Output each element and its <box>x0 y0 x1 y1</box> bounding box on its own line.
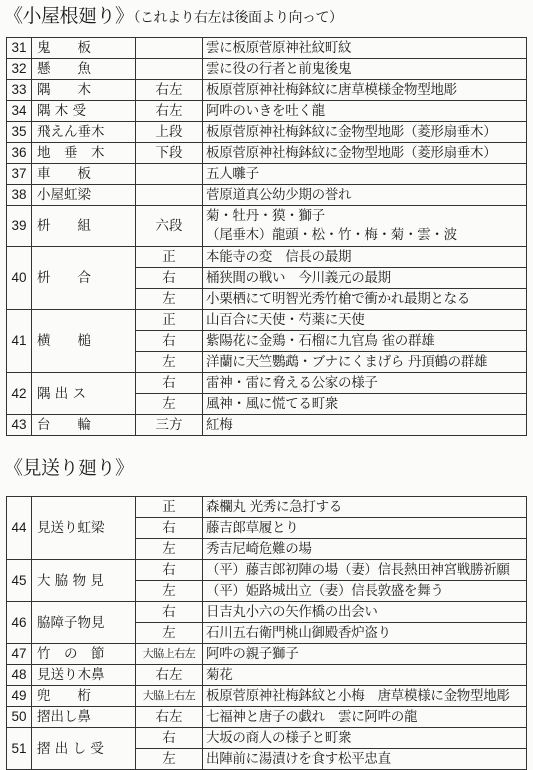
position-cell: 正 <box>136 310 203 331</box>
position-cell: 左 <box>136 352 203 373</box>
item-number: 51 <box>7 728 32 770</box>
part-name: 鬼 板 <box>32 38 136 59</box>
table-row <box>7 644 527 665</box>
section-title-koyane <box>4 4 343 30</box>
carving-description: 紫陽花に金鶏・石榴に九官鳥 雀の群雄 <box>203 331 527 352</box>
position-cell: 左 <box>136 581 203 602</box>
carving-description: 山百合に天使・芍薬に天使 <box>203 310 527 331</box>
carving-description: 石川五右衛門桃山御殿香炉盗り <box>203 623 527 644</box>
description-line: （尾垂木）龍頭・松・竹・梅・菊・雲・波 <box>206 227 457 243</box>
item-number: 45 <box>7 560 32 602</box>
table-row <box>7 560 527 581</box>
position-cell: 右 <box>136 331 203 352</box>
position-cell <box>136 38 203 59</box>
position-cell: 右 <box>136 602 203 623</box>
position-cell: 右 <box>136 728 203 749</box>
position-cell: 右 <box>136 518 203 539</box>
position-cell: 左 <box>136 539 203 560</box>
table-row <box>7 185 527 206</box>
position-cell: 右 <box>136 560 203 581</box>
item-number: 31 <box>7 38 32 59</box>
table-row <box>7 164 527 185</box>
item-number: 50 <box>7 707 32 728</box>
table-row <box>7 310 527 331</box>
carving-description: 本能寺の変 信長の最期 <box>203 247 527 268</box>
item-number: 44 <box>7 497 32 560</box>
carving-description: 阿吽の親子獅子 <box>203 644 527 665</box>
carving-description: 藤吉郎草履とり <box>203 518 527 539</box>
carving-description: 菊花 <box>203 665 527 686</box>
part-name: 隅 出 ス <box>32 373 136 415</box>
carving-description: （平）姫路城出立（妻）信長敦盛を舞う <box>203 581 527 602</box>
part-name: 飛えん垂木 <box>32 122 136 143</box>
carving-description: 紅梅 <box>203 415 527 436</box>
position-cell: 右 <box>136 373 203 394</box>
table-row <box>7 728 527 749</box>
part-name: 見送り虹梁 <box>32 497 136 560</box>
item-number: 40 <box>7 247 32 310</box>
table-row <box>7 143 527 164</box>
item-number: 38 <box>7 185 32 206</box>
item-number: 48 <box>7 665 32 686</box>
carving-description: 雲に板原菅原神社紋町紋 <box>203 38 527 59</box>
position-cell: 右左 <box>136 665 203 686</box>
carving-description: 阿吽のいきを吐く龍 <box>203 101 527 122</box>
item-number: 47 <box>7 644 32 665</box>
item-number: 32 <box>7 59 32 80</box>
item-number: 42 <box>7 373 32 415</box>
carving-description: 日吉丸小六の矢作橋の出会い <box>203 602 527 623</box>
table-row <box>7 497 527 518</box>
position-cell: 正 <box>136 247 203 268</box>
koyane-table <box>6 37 527 436</box>
carving-description: 大坂の商人の様子と町衆 <box>203 728 527 749</box>
position-cell: 下段 <box>136 143 203 164</box>
position-cell: 左 <box>136 749 203 770</box>
position-cell: 六段 <box>136 206 203 247</box>
part-name: 小屋虹梁 <box>32 185 136 206</box>
carving-description: 雲に役の行者と前鬼後鬼 <box>203 59 527 80</box>
position-cell: 三方 <box>136 415 203 436</box>
item-number: 41 <box>7 310 32 373</box>
table-row <box>7 373 527 394</box>
position-cell: 右 <box>136 268 203 289</box>
table-row <box>7 707 527 728</box>
carving-description: 桶狭間の戦い 今川義元の最期 <box>203 268 527 289</box>
item-number: 36 <box>7 143 32 164</box>
carving-description: 板原菅原神社梅鉢紋に金物型地彫（菱形扇垂木） <box>203 122 527 143</box>
position-cell: 正 <box>136 497 203 518</box>
position-cell: 右左 <box>136 707 203 728</box>
carving-description: 七福神と唐子の戯れ 雲に阿吽の龍 <box>203 707 527 728</box>
part-name: 枡 組 <box>32 206 136 247</box>
position-cell: 右左 <box>136 80 203 101</box>
carving-description: 板原菅原神社梅鉢紋に金物型地彫（菱形扇垂木） <box>203 143 527 164</box>
table-row <box>7 59 527 80</box>
section-heading: 《見送り廻り》 <box>4 457 134 479</box>
position-cell: 左 <box>136 623 203 644</box>
carving-description: 五人囃子 <box>203 164 527 185</box>
part-name: 摺 出 し 受 <box>32 728 136 770</box>
carving-description: 風神・風に慌てる町衆 <box>203 394 527 415</box>
part-name: 摺出し鼻 <box>32 707 136 728</box>
position-cell: 大脇上右左 <box>136 686 203 707</box>
part-name: 懸 魚 <box>32 59 136 80</box>
part-name: 隅 木 <box>32 80 136 101</box>
carving-description: 出陣前に湯漬けを食す松平忠直 <box>203 749 527 770</box>
carving-description: 菅原道真公幼少期の誉れ <box>203 185 527 206</box>
item-number: 35 <box>7 122 32 143</box>
position-cell <box>136 59 203 80</box>
carving-description: 板原菅原神社梅鉢紋に唐草模様金物型地彫 <box>203 80 527 101</box>
carving-description <box>203 206 527 247</box>
item-number: 43 <box>7 415 32 436</box>
position-cell: 左 <box>136 289 203 310</box>
part-name: 地 垂 木 <box>32 143 136 164</box>
carving-description: 板原菅原神社梅鉢紋と小梅 唐草模様に金物型地彫 <box>203 686 527 707</box>
part-name: 大 脇 物 見 <box>32 560 136 602</box>
table-row <box>7 415 527 436</box>
carving-description: 小栗栖にて明智光秀竹槍で衝かれ最期となる <box>203 289 527 310</box>
part-name: 見送り木鼻 <box>32 665 136 686</box>
part-name: 脇障子物見 <box>32 602 136 644</box>
carving-description: 雷神・雷に脅える公家の様子 <box>203 373 527 394</box>
section-title-miokuri <box>4 456 134 482</box>
table-row <box>7 80 527 101</box>
table-row <box>7 665 527 686</box>
carving-description: （平）藤吉郎初陣の場（妻）信長熱田神宮戦勝祈願 <box>203 560 527 581</box>
table-row <box>7 122 527 143</box>
description-line: 菊・牡丹・獏・獅子 <box>206 208 325 224</box>
part-name: 竹 の 節 <box>32 644 136 665</box>
position-cell: 右左 <box>136 101 203 122</box>
part-name: 枡 合 <box>32 247 136 310</box>
item-number: 46 <box>7 602 32 644</box>
item-number: 34 <box>7 101 32 122</box>
item-number: 39 <box>7 206 32 247</box>
part-name: 横 槌 <box>32 310 136 373</box>
miokuri-table <box>6 496 527 770</box>
table-row <box>7 602 527 623</box>
position-cell <box>136 185 203 206</box>
position-cell: 左 <box>136 394 203 415</box>
part-name: 台 輪 <box>32 415 136 436</box>
carving-description: 洋蘭に天竺鸚鵡・ブナにくまげら 丹頂鶴の群雄 <box>203 352 527 373</box>
item-number: 33 <box>7 80 32 101</box>
table-row <box>7 101 527 122</box>
table-row <box>7 686 527 707</box>
table-row <box>7 38 527 59</box>
part-name: 兜 桁 <box>32 686 136 707</box>
section-note: （これより右左は後面より向って） <box>133 10 343 26</box>
position-cell: 大脇上右左 <box>136 644 203 665</box>
position-cell: 上段 <box>136 122 203 143</box>
table-row <box>7 247 527 268</box>
carving-description: 秀吉尼崎危難の場 <box>203 539 527 560</box>
section-heading: 《小屋根廻り》 <box>4 5 134 27</box>
item-number: 37 <box>7 164 32 185</box>
part-name: 隅 木 受 <box>32 101 136 122</box>
part-name: 車 板 <box>32 164 136 185</box>
table-row <box>7 206 527 247</box>
position-cell <box>136 164 203 185</box>
item-number: 49 <box>7 686 32 707</box>
carving-description: 森欄丸 光秀に急打する <box>203 497 527 518</box>
